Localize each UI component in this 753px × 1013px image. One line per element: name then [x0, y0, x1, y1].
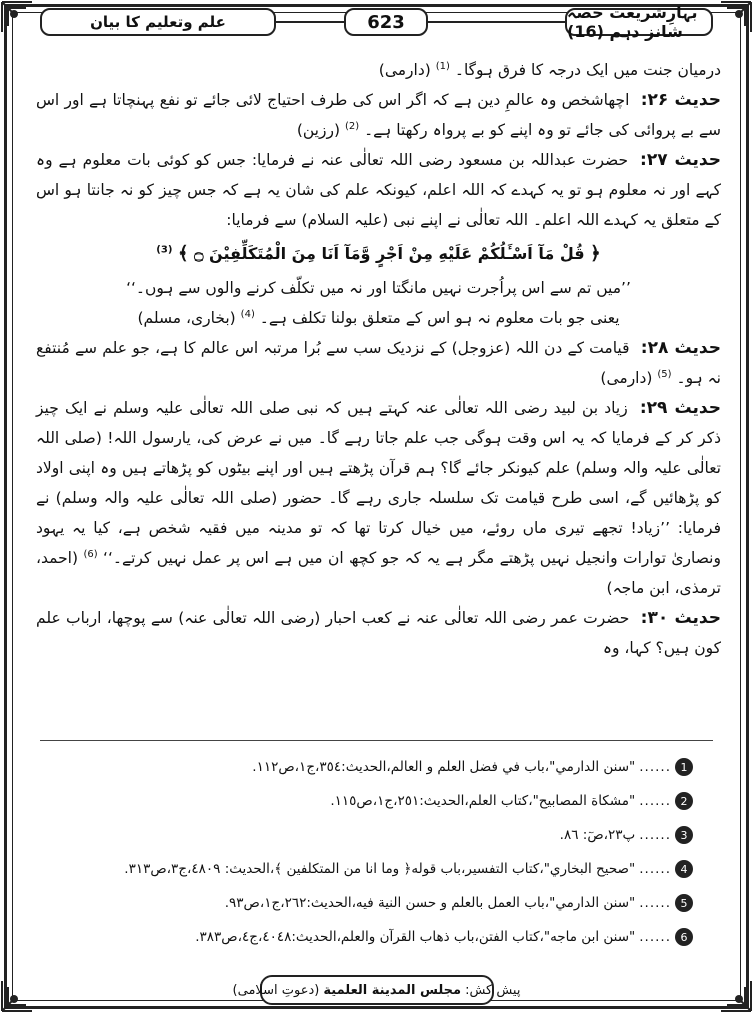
- source-ref: (بخاری، مسلم): [137, 309, 236, 327]
- main-text: [36, 55, 721, 663]
- footnote-number: 3: [675, 826, 693, 844]
- publisher-footer: [232, 975, 521, 1005]
- footnote-item: [40, 886, 693, 920]
- hadith-27: حدیث ۲۷: حضرت عبداللہ بن مسعود رضی اللہ تعالٰی عنہ نے فرمایا: جس کو کوئی بات معلوم ہے وہ کہے اور نہ معلوم ہو تو یہ کہدے کہ اللہ اعلم، کیونکہ علم کی شان یہ ہے کہ جس چیز کو نہ جانتا ہو اس کے متعلق یہ کہدے اللہ اعلم۔ اللہ تعالٰی نے اپنے نبی (علیہ السلام) سے فرمایا:: [36, 150, 721, 229]
- footer-prefix: پیش کش:: [465, 982, 521, 998]
- book-title: بہارِشریعت حصہ شانز دہم (16): [565, 8, 713, 36]
- footnote-dots: ......: [639, 895, 671, 911]
- paragraph-continuation: درمیان جنت میں ایک درجہ کا فرق ہوگا۔ $^{(1)}$ (دارمی): [378, 60, 721, 79]
- footnote-ref: (5): [657, 368, 672, 380]
- hadith-label: حدیث ۲۹:: [639, 398, 721, 418]
- chapter-title: علم وتعلیم کا بیان: [40, 8, 276, 36]
- footnote-dots: ......: [639, 827, 671, 843]
- footnote-text: پ٢٣،صٓ: ٨٦.: [559, 827, 636, 843]
- footnote-number: 4: [675, 860, 693, 878]
- corner-ornament-icon: [0, 979, 34, 1013]
- header-rule: [276, 21, 344, 23]
- header-rule: [428, 21, 565, 23]
- footnote-dots: ......: [639, 861, 671, 877]
- footer-suffix: (دعوتِ اسلامی): [232, 982, 320, 998]
- page-number: 623: [344, 8, 428, 36]
- footnote-text: "مشكاة المصابيح"،كتاب العلم،الحديث:٢٥١،ج١،ص١١٥.: [330, 793, 636, 809]
- hadith-label: حدیث ۲۸:: [640, 338, 721, 358]
- verse-bracket: ﴾: [177, 243, 189, 264]
- source-ref: (دارمی): [600, 369, 653, 387]
- corner-ornament-icon: [719, 0, 753, 34]
- footnote-text: "سنن الدارمي"،باب في فضل العلم و العالم،الحديث:٣٥٤،ج١،ص١١٢.: [252, 759, 636, 775]
- quran-verse: ﴿ قُلْ مَآ اَسْـَٔلُكُمْ عَلَيْهِ مِنْ اَجْرٍ وَّمَآ اَنَا مِنَ الْمُتَكَلِّفِيْنَ ۝ ﴾ $^{(3)}$: [156, 243, 601, 264]
- verse-translation: ’’میں تم سے اس پراُجرت نہیں مانگتا اور نہ میں تکلّف کرنے والوں سے ہوں۔‘‘: [126, 279, 631, 297]
- footnote-number: 1: [675, 758, 693, 776]
- verse-bracket: ﴿: [590, 243, 601, 264]
- footnote-ref: (2): [344, 120, 360, 132]
- footer-org: مجلس المدينة العلمية: [323, 982, 462, 998]
- corner-ornament-icon: [0, 0, 34, 34]
- page-header: [40, 3, 713, 41]
- source-ref: (رزین): [296, 121, 340, 139]
- source-ref: (دارمی): [378, 61, 431, 79]
- verse-explanation: یعنی جو بات معلوم نہ ہو اس کے متعلق بولنا تکلف ہے۔ $^{(4)}$ (بخاری، مسلم): [137, 308, 620, 327]
- hadith-26: حدیث ۲۶: اچھاشخص وہ عالمِ دین ہے کہ اگر اس کی طرف احتیاج لائی جائے تو نفع پہنچاتا ہے اور اس سے بے پروائی کی جائے تو وہ اپنے کو بے پرواہ رکھتا ہے۔ $^{(2)}$ (رزین): [36, 90, 721, 139]
- footnote-item: [40, 852, 693, 886]
- hadith-label: حدیث ۲۶:: [640, 90, 721, 110]
- footnote-item: [40, 750, 693, 784]
- hadith-label: حدیث ۲۷:: [640, 150, 721, 170]
- footnote-ref: (4): [240, 308, 255, 320]
- hadith-label: حدیث ۳۰:: [640, 608, 721, 628]
- footnote-item: [40, 920, 693, 954]
- hadith-30: حدیث ۳۰: حضرت عمر رضی اللہ تعالٰی عنہ نے کعب احبار (رضی اللہ تعالٰی عنہ) سے پوچھا، ارباب علم کون ہیں؟ کہا، وہ: [36, 608, 721, 657]
- footnote-number: 6: [675, 928, 693, 946]
- footnote-number: 2: [675, 792, 693, 810]
- footnote-separator: [40, 740, 713, 741]
- footnote-ref: (1): [435, 60, 450, 72]
- footnote-dots: ......: [639, 929, 671, 945]
- footnote-number: 5: [675, 894, 693, 912]
- footnote-text: "سنن ابن ماجه"،كتاب الفتن،باب ذهاب القرآن والعلم،الحديث:٤٠٤٨،ج٤،ص٣٨٣.: [195, 929, 636, 945]
- footnote-dots: ......: [639, 793, 671, 809]
- footnote-ref: (6): [83, 548, 98, 560]
- hadith-29: حدیث ۲۹: زیاد بن لبید رضی اللہ تعالٰی عنہ کہتے ہیں کہ نبی صلی اللہ تعالٰی علیہ وسلم نے ایک چیز ذکر کر کے فرمایا کہ یہ اس وقت ہوگی جب علم جاتا رہے گا۔ میں نے عرض کی، یارسول اللہ! (صلی اللہ تعالٰی علیہ والہ وسلم) علم کیونکر جائے گا؟ ہم قرآن پڑھتے ہیں اور اپنے بیٹوں کو پڑھاتے ہیں وہ اپنی اولاد کو پڑھائیں گے، اسی طرح قیامت تک سلسلہ جاری رہے گا۔ حضور (صلی اللہ تعالٰی علیہ والہ وسلم) نے فرمایا: ’’زیاد! تجھے تیری ماں روئے، میں خیال کرتا تھا کہ تو مدینہ میں فقیہ شخص ہے، کیا یہ یہود ونصاریٰ توارات وانجیل نہیں پڑھتے مگر ہے یہ کہ جو کچھ ان میں ہے اس پر عمل نہیں کرتے۔‘‘ $^{(6)}$ (احمد، ترمذی، ابن ماجہ): [36, 398, 721, 597]
- source-ref: (احمد، ترمذی، ابن ماجہ): [36, 549, 721, 597]
- footnote-ref: (3): [156, 244, 173, 256]
- footnotes: [40, 750, 693, 954]
- footnote-text: "سنن الدارمي"،باب العمل بالعلم و حسن النية فيه،الحديث:٢٦٢،ج١،ص٩٣.: [224, 895, 636, 911]
- footnote-item: [40, 818, 693, 852]
- footnote-dots: ......: [639, 759, 671, 775]
- footnote-item: [40, 784, 693, 818]
- hadith-28: حدیث ۲۸: قیامت کے دن اللہ (عزوجل) کے نزدیک سب سے بُرا مرتبہ اس عالم کا ہے، جو علم سے مُنتفع نہ ہو۔ $^{(5)}$ (دارمی): [36, 338, 721, 387]
- footnote-text: "صحيح البخاري"،كتاب التفسير،باب قوله﴿ وما انا من المتكلفين ﴾،الحديث: ٤٨٠٩،ج٣،ص٣١٣.: [124, 861, 636, 877]
- corner-ornament-icon: [719, 979, 753, 1013]
